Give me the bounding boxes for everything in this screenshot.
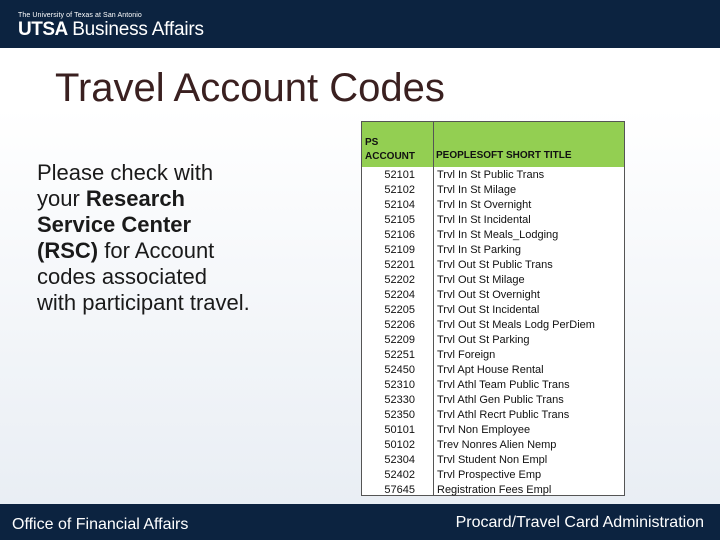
account-short-title: Trvl Out St Overnight	[437, 289, 540, 301]
account-code: 52330	[384, 394, 415, 406]
table-row	[362, 363, 624, 378]
table-row	[362, 288, 624, 303]
table-row	[362, 468, 624, 483]
table-row	[362, 393, 624, 408]
account-short-title: Trvl Athl Gen Public Trans	[437, 394, 564, 406]
account-short-title: Trvl In St Parking	[437, 244, 521, 256]
account-code: 52201	[384, 259, 415, 271]
table-row	[362, 318, 624, 333]
header-bar	[0, 0, 720, 48]
account-code: 52209	[384, 334, 415, 346]
account-code: 52109	[384, 244, 415, 256]
table-row	[362, 183, 624, 198]
account-short-title: Trvl In St Milage	[437, 184, 517, 196]
table-row	[362, 168, 624, 183]
table-row	[362, 408, 624, 423]
account-short-title: Trvl Apt House Rental	[437, 364, 544, 376]
slide-title: Travel Account Codes	[55, 66, 445, 110]
account-code: 50101	[384, 424, 415, 436]
university-name: The University of Texas at San Antonio	[18, 12, 142, 19]
table-row	[362, 438, 624, 453]
account-codes-table	[361, 121, 625, 496]
footer-program-name: Procard/Travel Card Administration	[455, 514, 704, 531]
body-text-part2: for Account codes associated with participant travel.	[37, 238, 250, 315]
account-code: 52251	[384, 349, 415, 361]
body-text-bold: Research Service Center (RSC)	[37, 186, 192, 263]
account-short-title: Trvl Out St Public Trans	[437, 259, 553, 271]
table-row	[362, 303, 624, 318]
account-short-title: Trvl Out St Meals Lodg PerDiem	[437, 319, 595, 331]
header-short-title: PEOPLESOFT SHORT TITLE	[436, 150, 572, 161]
account-short-title: Trvl Out St Milage	[437, 274, 525, 286]
account-code: 52202	[384, 274, 415, 286]
table-row	[362, 423, 624, 438]
account-short-title: Registration Fees Empl	[437, 484, 552, 496]
account-short-title: Trev Nonres Alien Nemp	[437, 439, 557, 451]
header-ps: PS	[365, 137, 379, 148]
account-short-title: Trvl Out St Parking	[437, 334, 530, 346]
utsa-wordmark: UTSA	[18, 19, 68, 40]
header-account: ACCOUNT	[365, 151, 415, 162]
table-row	[362, 378, 624, 393]
account-code: 52206	[384, 319, 415, 331]
account-short-title: Trvl In St Public Trans	[437, 169, 545, 181]
slide-body-text	[37, 160, 252, 316]
table-row	[362, 348, 624, 363]
account-short-title: Trvl Athl Team Public Trans	[437, 379, 570, 391]
account-code: 52106	[384, 229, 415, 241]
table-row	[362, 213, 624, 228]
account-code: 52102	[384, 184, 415, 196]
footer-bar	[0, 504, 720, 540]
account-short-title: Trvl Foreign	[437, 349, 496, 361]
body-text-part1: Please check with your	[37, 160, 214, 211]
account-short-title: Trvl Non Employee	[437, 424, 531, 436]
account-short-title: Trvl Student Non Empl	[437, 454, 548, 466]
account-short-title: Trvl In St Incidental	[437, 214, 531, 226]
table-row	[362, 258, 624, 273]
account-short-title: Trvl In St Meals_Lodging	[437, 229, 559, 241]
table-row	[362, 198, 624, 213]
account-code: 52205	[384, 304, 415, 316]
table-row	[362, 333, 624, 348]
header-ps-account	[365, 136, 415, 164]
account-code: 52104	[384, 199, 415, 211]
account-code: 52101	[384, 169, 415, 181]
account-code: 52350	[384, 409, 415, 421]
account-code: 52402	[384, 469, 415, 481]
account-code: 52310	[384, 379, 415, 391]
account-short-title: Trvl In St Overnight	[437, 199, 532, 211]
table-header-row	[362, 122, 624, 167]
table-row	[362, 228, 624, 243]
account-code: 57645	[384, 484, 415, 496]
department-name: Business Affairs	[72, 19, 204, 40]
account-short-title: Trvl Athl Recrt Public Trans	[437, 409, 570, 421]
account-code: 50102	[384, 439, 415, 451]
account-code: 52304	[384, 454, 415, 466]
account-short-title: Trvl Out St Incidental	[437, 304, 540, 316]
table-row	[362, 453, 624, 468]
account-code: 52450	[384, 364, 415, 376]
table-row	[362, 273, 624, 288]
table-row	[362, 243, 624, 258]
utsa-logo	[18, 19, 204, 41]
footer-office-name: Office of Financial Affairs	[12, 516, 189, 533]
table-row	[362, 483, 624, 498]
account-short-title: Trvl Prospective Emp	[437, 469, 542, 481]
account-code: 52105	[384, 214, 415, 226]
account-code: 52204	[384, 289, 415, 301]
